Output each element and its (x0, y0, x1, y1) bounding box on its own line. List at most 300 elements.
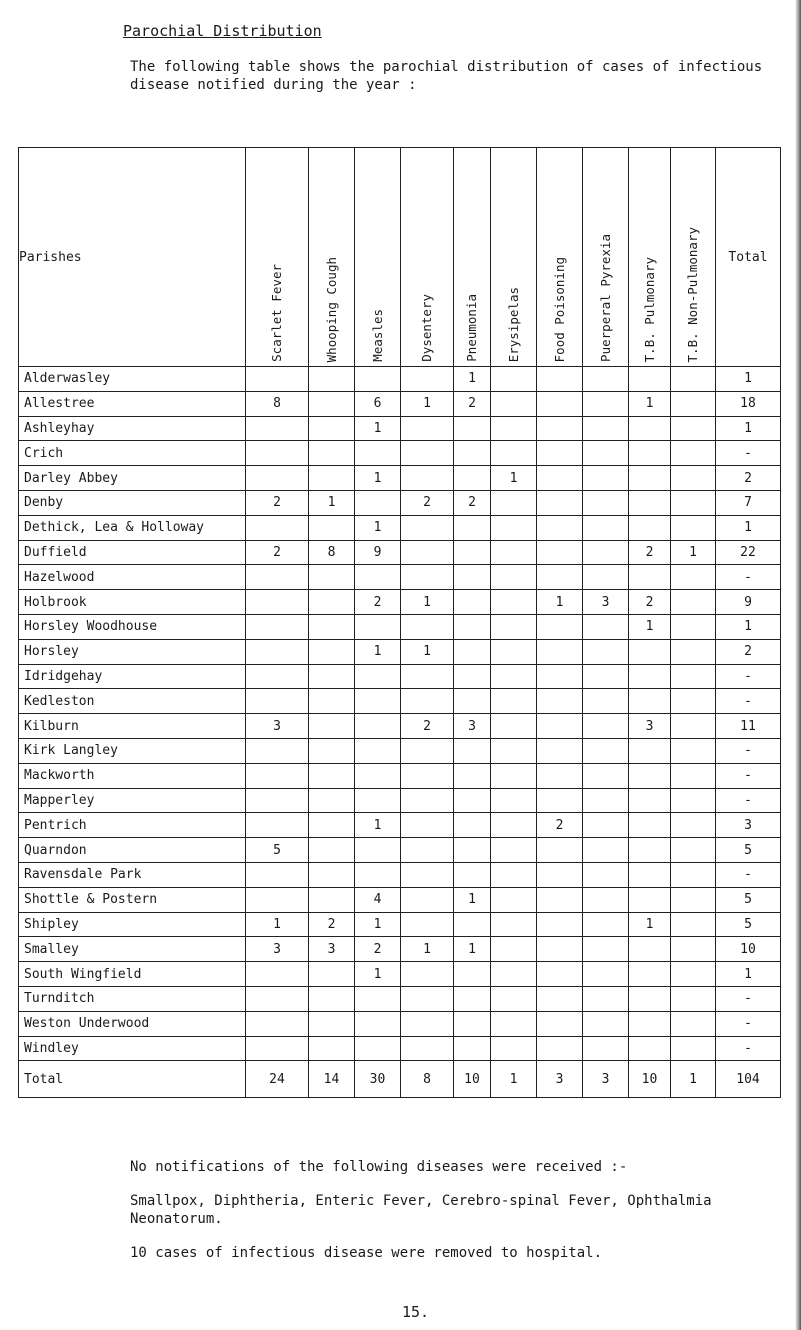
case-count-cell: 1 (401, 391, 454, 416)
table-row (19, 912, 781, 937)
case-count-cell (537, 416, 583, 441)
case-count-cell (309, 986, 355, 1011)
case-count-cell: 2 (629, 590, 671, 615)
parish-name: Turnditch (19, 986, 246, 1011)
total-row (19, 1061, 781, 1098)
case-count-cell (583, 962, 629, 987)
disease-header (401, 148, 454, 367)
case-count-cell (629, 490, 671, 515)
case-count-cell (454, 738, 491, 763)
table-row (19, 540, 781, 565)
parish-name: Darley Abbey (19, 466, 246, 491)
total-header: Total (716, 148, 781, 367)
case-count-cell (246, 614, 309, 639)
case-count-cell (671, 466, 716, 491)
row-total-cell: 1 (716, 416, 781, 441)
case-count-cell (454, 639, 491, 664)
case-count-cell: 8 (309, 540, 355, 565)
case-count-cell: 3 (246, 937, 309, 962)
parish-name: Dethick, Lea & Holloway (19, 515, 246, 540)
parish-name: Shottle & Postern (19, 887, 246, 912)
row-total-cell: - (716, 986, 781, 1011)
table-row (19, 887, 781, 912)
case-count-cell (537, 937, 583, 962)
row-total-cell: 2 (716, 466, 781, 491)
footer-line-1: No notifications of the following diseases were received :- (130, 1159, 628, 1175)
parish-name: Smalley (19, 937, 246, 962)
case-count-cell (491, 540, 537, 565)
distribution-table (18, 147, 781, 1098)
case-count-cell (583, 639, 629, 664)
column-total-cell: 24 (246, 1061, 309, 1098)
case-count-cell: 6 (355, 391, 401, 416)
case-count-cell: 1 (309, 490, 355, 515)
table-row (19, 515, 781, 540)
case-count-cell: 3 (454, 714, 491, 739)
case-count-cell (401, 466, 454, 491)
case-count-cell: 3 (583, 590, 629, 615)
case-count-cell (583, 738, 629, 763)
case-count-cell (309, 763, 355, 788)
case-count-cell (246, 788, 309, 813)
case-count-cell (671, 565, 716, 590)
case-count-cell (454, 862, 491, 887)
case-count-cell (355, 714, 401, 739)
row-total-cell: - (716, 565, 781, 590)
table-row (19, 639, 781, 664)
table-row (19, 763, 781, 788)
parish-name: Shipley (19, 912, 246, 937)
case-count-cell (629, 763, 671, 788)
case-count-cell (537, 664, 583, 689)
case-count-cell (629, 466, 671, 491)
case-count-cell (454, 565, 491, 590)
case-count-cell: 2 (355, 590, 401, 615)
case-count-cell (246, 367, 309, 392)
case-count-cell: 2 (537, 813, 583, 838)
case-count-cell (583, 763, 629, 788)
parish-name: Mackworth (19, 763, 246, 788)
case-count-cell (246, 862, 309, 887)
case-count-cell (355, 565, 401, 590)
case-count-cell (491, 689, 537, 714)
case-count-cell: 1 (401, 590, 454, 615)
case-count-cell (309, 590, 355, 615)
row-total-cell: - (716, 664, 781, 689)
case-count-cell (671, 614, 716, 639)
parish-name: Crich (19, 441, 246, 466)
case-count-cell (454, 590, 491, 615)
case-count-cell (309, 515, 355, 540)
case-count-cell (355, 1011, 401, 1036)
table-row (19, 490, 781, 515)
disease-header-label: Measles (369, 309, 385, 362)
disease-header-label: T.B. Non-Pulmonary (685, 226, 700, 362)
disease-header-label: Food Poisoning (551, 256, 567, 362)
row-total-cell: 9 (716, 590, 781, 615)
case-count-cell (671, 689, 716, 714)
case-count-cell (491, 367, 537, 392)
case-count-cell: 5 (246, 838, 309, 863)
case-count-cell (629, 986, 671, 1011)
case-count-cell (537, 788, 583, 813)
case-count-cell: 1 (355, 466, 401, 491)
case-count-cell (671, 490, 716, 515)
case-count-cell (671, 763, 716, 788)
case-count-cell: 4 (355, 887, 401, 912)
disease-header (583, 148, 629, 367)
case-count-cell (401, 664, 454, 689)
case-count-cell (671, 738, 716, 763)
case-count-cell (629, 565, 671, 590)
case-count-cell (246, 1036, 309, 1061)
case-count-cell (309, 887, 355, 912)
case-count-cell (537, 515, 583, 540)
disease-header-label: Scarlet Fever (269, 264, 284, 362)
case-count-cell (454, 788, 491, 813)
case-count-cell (671, 664, 716, 689)
case-count-cell (309, 1036, 355, 1061)
case-count-cell (454, 441, 491, 466)
parish-name: Hazelwood (19, 565, 246, 590)
case-count-cell (309, 738, 355, 763)
case-count-cell (246, 416, 309, 441)
case-count-cell (401, 441, 454, 466)
case-count-cell (401, 689, 454, 714)
case-count-cell (454, 813, 491, 838)
case-count-cell (355, 986, 401, 1011)
case-count-cell: 1 (355, 912, 401, 937)
case-count-cell (537, 391, 583, 416)
case-count-cell (355, 738, 401, 763)
case-count-cell (491, 490, 537, 515)
disease-header (454, 148, 491, 367)
case-count-cell (246, 441, 309, 466)
page-number: 15. (402, 1303, 430, 1321)
case-count-cell (246, 565, 309, 590)
case-count-cell (629, 738, 671, 763)
case-count-cell: 1 (671, 540, 716, 565)
row-total-cell: 1 (716, 962, 781, 987)
case-count-cell: 1 (537, 590, 583, 615)
case-count-cell (491, 912, 537, 937)
case-count-cell (629, 887, 671, 912)
case-count-cell (629, 862, 671, 887)
case-count-cell (401, 1011, 454, 1036)
case-count-cell (491, 887, 537, 912)
case-count-cell (355, 788, 401, 813)
row-total-cell: - (716, 862, 781, 887)
case-count-cell (309, 416, 355, 441)
table-row (19, 664, 781, 689)
disease-header (629, 148, 671, 367)
case-count-cell (355, 763, 401, 788)
case-count-cell (454, 962, 491, 987)
case-count-cell (583, 862, 629, 887)
case-count-cell (309, 714, 355, 739)
case-count-cell (309, 391, 355, 416)
case-count-cell (671, 367, 716, 392)
case-count-cell (537, 738, 583, 763)
case-count-cell (246, 466, 309, 491)
page-edge-shadow (795, 0, 801, 1330)
case-count-cell: 1 (246, 912, 309, 937)
case-count-cell (401, 763, 454, 788)
case-count-cell (454, 614, 491, 639)
row-total-cell: 5 (716, 838, 781, 863)
case-count-cell (309, 466, 355, 491)
case-count-cell (309, 639, 355, 664)
parish-name: Mapperley (19, 788, 246, 813)
table-row (19, 788, 781, 813)
case-count-cell (537, 912, 583, 937)
table-row (19, 441, 781, 466)
parish-name: Windley (19, 1036, 246, 1061)
case-count-cell (309, 664, 355, 689)
column-total-cell: 3 (583, 1061, 629, 1098)
case-count-cell: 2 (246, 490, 309, 515)
case-count-cell (671, 441, 716, 466)
case-count-cell (246, 887, 309, 912)
case-count-cell (583, 490, 629, 515)
case-count-cell (454, 912, 491, 937)
case-count-cell (491, 714, 537, 739)
row-total-cell: - (716, 738, 781, 763)
case-count-cell (583, 689, 629, 714)
case-count-cell (401, 416, 454, 441)
disease-header (246, 148, 309, 367)
case-count-cell (454, 1036, 491, 1061)
case-count-cell (583, 1011, 629, 1036)
row-total-cell: 2 (716, 639, 781, 664)
case-count-cell (491, 986, 537, 1011)
case-count-cell (355, 490, 401, 515)
case-count-cell (537, 490, 583, 515)
case-count-cell: 2 (454, 391, 491, 416)
row-total-cell: 3 (716, 813, 781, 838)
case-count-cell (671, 1011, 716, 1036)
disease-header-label: T.B. Pulmonary (641, 256, 657, 362)
case-count-cell (671, 813, 716, 838)
case-count-cell: 2 (629, 540, 671, 565)
case-count-cell (671, 862, 716, 887)
case-count-cell (537, 1011, 583, 1036)
case-count-cell (491, 416, 537, 441)
case-count-cell (401, 887, 454, 912)
case-count-cell (583, 614, 629, 639)
case-count-cell: 1 (454, 367, 491, 392)
case-count-cell (355, 664, 401, 689)
case-count-cell (246, 986, 309, 1011)
case-count-cell (309, 1011, 355, 1036)
case-count-cell (246, 664, 309, 689)
row-total-cell: - (716, 763, 781, 788)
case-count-cell (583, 664, 629, 689)
parish-name: Alderwasley (19, 367, 246, 392)
case-count-cell (246, 738, 309, 763)
case-count-cell (401, 986, 454, 1011)
case-count-cell (454, 540, 491, 565)
case-count-cell (454, 838, 491, 863)
page-heading: Parochial Distribution (123, 22, 322, 40)
disease-header-label: Puerperal Pyrexia (597, 234, 613, 362)
disease-header (491, 148, 537, 367)
parish-name: Weston Underwood (19, 1011, 246, 1036)
case-count-cell (583, 565, 629, 590)
table-row (19, 466, 781, 491)
row-total-cell: 7 (716, 490, 781, 515)
case-count-cell (629, 639, 671, 664)
parish-name: Idridgehay (19, 664, 246, 689)
footer-notes (130, 1158, 770, 1262)
case-count-cell (401, 565, 454, 590)
case-count-cell (355, 441, 401, 466)
parish-name: Horsley Woodhouse (19, 614, 246, 639)
column-total-cell: 1 (671, 1061, 716, 1098)
parish-name: Quarndon (19, 838, 246, 863)
table-row (19, 1036, 781, 1061)
case-count-cell (537, 862, 583, 887)
case-count-cell (401, 614, 454, 639)
column-total-cell: 1 (491, 1061, 537, 1098)
case-count-cell (671, 788, 716, 813)
case-count-cell (454, 1011, 491, 1036)
case-count-cell: 1 (355, 813, 401, 838)
row-total-cell: 5 (716, 887, 781, 912)
case-count-cell (671, 639, 716, 664)
case-count-cell (537, 689, 583, 714)
case-count-cell: 8 (246, 391, 309, 416)
case-count-cell (583, 441, 629, 466)
case-count-cell (309, 862, 355, 887)
case-count-cell: 1 (355, 639, 401, 664)
total-row-label: Total (19, 1061, 246, 1098)
case-count-cell (671, 1036, 716, 1061)
case-count-cell (401, 540, 454, 565)
case-count-cell (401, 515, 454, 540)
table-row (19, 565, 781, 590)
footer-line-3: 10 cases of infectious disease were removed to hospital. (130, 1245, 603, 1261)
column-total-cell: 10 (454, 1061, 491, 1098)
parish-name: Ashleyhay (19, 416, 246, 441)
case-count-cell: 1 (629, 614, 671, 639)
case-count-cell (454, 986, 491, 1011)
case-count-cell (537, 1036, 583, 1061)
case-count-cell: 3 (629, 714, 671, 739)
case-count-cell (629, 689, 671, 714)
parish-name: Denby (19, 490, 246, 515)
case-count-cell (537, 714, 583, 739)
case-count-cell (671, 937, 716, 962)
column-total-cell: 30 (355, 1061, 401, 1098)
case-count-cell (491, 1011, 537, 1036)
row-total-cell: 10 (716, 937, 781, 962)
row-total-cell: 1 (716, 515, 781, 540)
case-count-cell (355, 689, 401, 714)
parish-name: Kedleston (19, 689, 246, 714)
case-count-cell: 2 (309, 912, 355, 937)
case-count-cell (671, 986, 716, 1011)
parish-name: Duffield (19, 540, 246, 565)
case-count-cell (491, 937, 537, 962)
case-count-cell (309, 838, 355, 863)
case-count-cell (246, 639, 309, 664)
case-count-cell (671, 887, 716, 912)
case-count-cell: 2 (355, 937, 401, 962)
parish-name: Kirk Langley (19, 738, 246, 763)
case-count-cell (629, 962, 671, 987)
case-count-cell (583, 515, 629, 540)
case-count-cell (246, 813, 309, 838)
case-count-cell (309, 813, 355, 838)
case-count-cell (246, 962, 309, 987)
case-count-cell (671, 590, 716, 615)
row-total-cell: - (716, 689, 781, 714)
case-count-cell (454, 466, 491, 491)
table-row (19, 962, 781, 987)
case-count-cell (671, 962, 716, 987)
case-count-cell (537, 565, 583, 590)
row-total-cell: 22 (716, 540, 781, 565)
case-count-cell: 1 (401, 639, 454, 664)
row-total-cell: - (716, 1011, 781, 1036)
table-row (19, 986, 781, 1011)
case-count-cell (401, 838, 454, 863)
case-count-cell (671, 391, 716, 416)
table-row (19, 738, 781, 763)
table-row (19, 689, 781, 714)
table-row (19, 714, 781, 739)
case-count-cell (583, 391, 629, 416)
case-count-cell (629, 515, 671, 540)
case-count-cell (309, 565, 355, 590)
case-count-cell (491, 664, 537, 689)
case-count-cell (454, 689, 491, 714)
case-count-cell (583, 887, 629, 912)
case-count-cell (671, 912, 716, 937)
table-row (19, 614, 781, 639)
case-count-cell: 2 (401, 714, 454, 739)
case-count-cell: 3 (309, 937, 355, 962)
parish-name: Horsley (19, 639, 246, 664)
case-count-cell (491, 515, 537, 540)
case-count-cell (491, 862, 537, 887)
table-row (19, 367, 781, 392)
case-count-cell (355, 1036, 401, 1061)
case-count-cell (309, 962, 355, 987)
table-row (19, 937, 781, 962)
column-total-cell: 10 (629, 1061, 671, 1098)
case-count-cell (671, 714, 716, 739)
parish-name: Holbrook (19, 590, 246, 615)
case-count-cell (401, 912, 454, 937)
case-count-cell (583, 1036, 629, 1061)
parish-name: Allestree (19, 391, 246, 416)
case-count-cell (355, 862, 401, 887)
case-count-cell (491, 614, 537, 639)
case-count-cell: 2 (401, 490, 454, 515)
case-count-cell (629, 367, 671, 392)
row-total-cell: 1 (716, 614, 781, 639)
case-count-cell (583, 788, 629, 813)
case-count-cell (246, 515, 309, 540)
case-count-cell (537, 639, 583, 664)
case-count-cell (671, 416, 716, 441)
case-count-cell (491, 590, 537, 615)
row-total-cell: 1 (716, 367, 781, 392)
case-count-cell (629, 416, 671, 441)
table-header-row (19, 148, 781, 367)
